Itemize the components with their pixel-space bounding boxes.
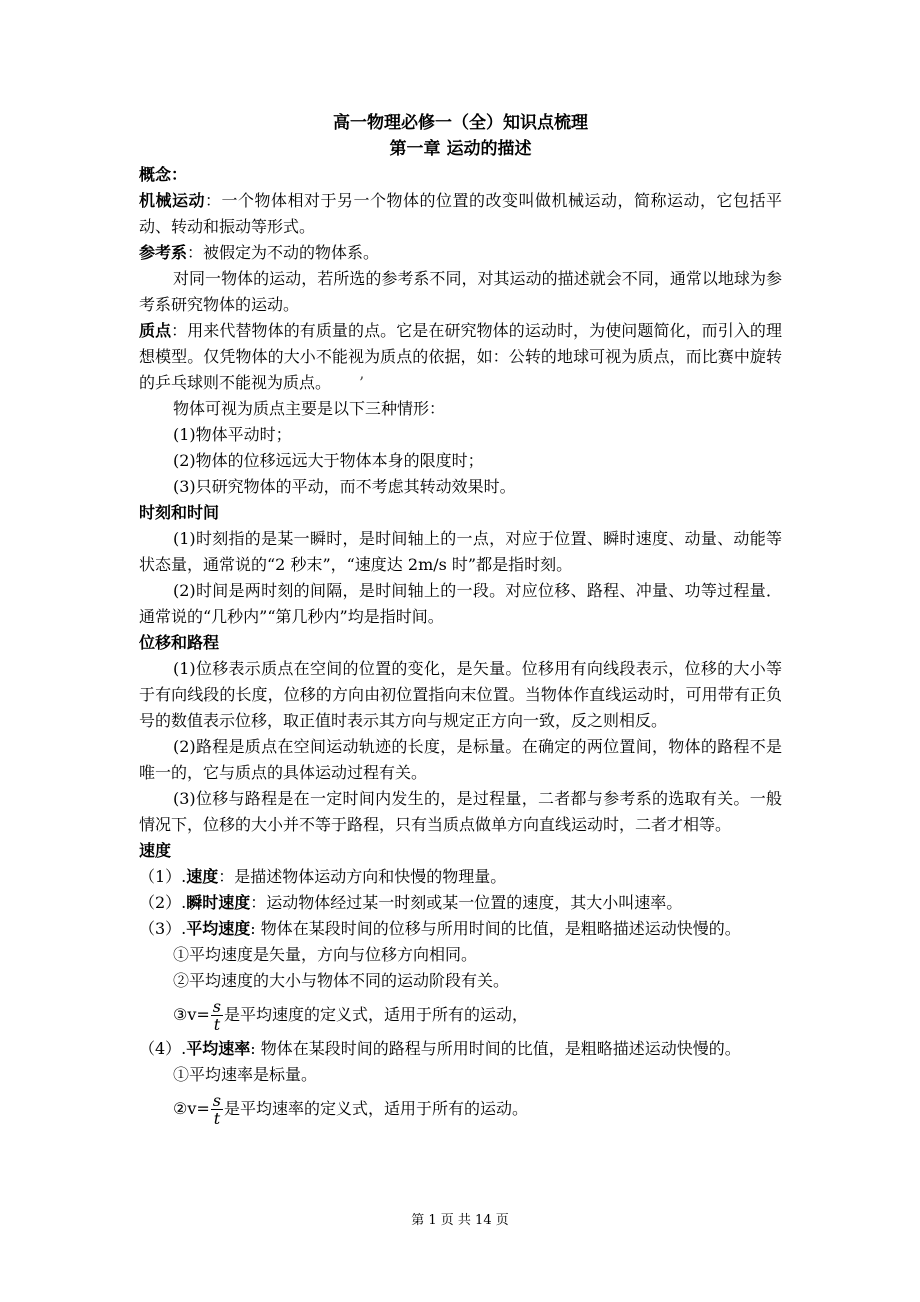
formula-text: 是平均速度的定义式，适用于所有的运动， (224, 1005, 529, 1024)
item-number: （1）. (139, 867, 187, 886)
reference-frame-paragraph (139, 240, 782, 266)
fraction-s-over-t (211, 998, 223, 1033)
particle-paragraph (139, 318, 782, 396)
displacement-paragraph-1: (1)位移表示质点在空间的位置的变化，是矢量。位移用有向线段表示，位移的大小等于有向线段的长度，位移的方向由初位置指向末位置。当物体作直线运动时，可用带有正负号的数值表示位移，取正值时表示其方向与规定正方向一致，反之则相反。 (139, 659, 782, 730)
formula-text: 是平均速率的定义式，适用于所有的运动。 (224, 1099, 529, 1118)
velocity-item-3 (139, 916, 782, 942)
concept-heading: 概念： (139, 165, 188, 184)
velocity-heading: 速度 (139, 841, 172, 860)
displacement-paragraph-3: (3)位移与路程是在一定时间内发生的，是过程量，二者都与参考系的选取有关。一般情况下，位移的大小并不等于路程，只有当质点做单方向直线运动时，二者才相等。 (139, 789, 782, 834)
fraction-denominator: t (213, 1015, 221, 1034)
fraction-s-over-t (211, 1092, 223, 1127)
particle-item: (3)只研究物体的平动，而不考虑其转动效果时。 (173, 477, 516, 496)
particle-term: 质点 (139, 321, 172, 340)
stray-mark: ’ (359, 373, 365, 392)
average-velocity-point: ①平均速度是矢量，方向与位移方向相同。 (173, 945, 478, 964)
average-speed-text: : 物体在某段时间的路程与所用时间的比值，是粗略描述运动快慢的。 (250, 1039, 741, 1058)
mechanical-motion-text: ：一个物体相对于另一个物体的位置的改变叫做机械运动，简称运动，它包括平动、转动和振动等形式。 (139, 191, 782, 236)
velocity-text: ：是描述物体运动方向和快慢的物理量。 (218, 867, 507, 886)
item-number: （3）. (139, 919, 187, 938)
average-velocity-point: ②平均速度的大小与物体不同的运动阶段有关。 (173, 971, 510, 990)
chapter-title: 第一章 运动的描述 (389, 139, 532, 159)
document-title: 高一物理必修一（全）知识点梳理 (333, 113, 588, 133)
formula-prefix: ③v= (173, 1005, 210, 1024)
reference-frame-note: 对同一物体的运动，若所选的参考系不同，对其运动的描述就会不同，通常以地球为参考系研究物体的运动。 (139, 269, 782, 314)
instant-velocity-text: ：运动物体经过某一时刻或某一位置的速度，其大小叫速率。 (250, 893, 683, 912)
mechanical-motion-paragraph (139, 188, 782, 240)
item-number: （2）. (139, 893, 187, 912)
time-heading: 时刻和时间 (139, 503, 220, 522)
displacement-heading: 位移和路程 (139, 633, 220, 652)
fraction-numerator: s (212, 997, 222, 1016)
average-velocity-text: : 物体在某段时间的位移与所用时间的比值，是粗略描述运动快慢的。 (250, 919, 741, 938)
particle-intro: 物体可视为质点主要是以下三种情形： (173, 399, 446, 418)
mechanical-motion-term: 机械运动 (139, 191, 205, 210)
velocity-item-4 (139, 1036, 782, 1062)
velocity-term: 速度 (186, 867, 219, 886)
reference-frame-term: 参考系 (139, 243, 188, 262)
average-velocity-formula (139, 994, 782, 1036)
time-paragraph-1: (1)时刻指的是某一瞬时，是时间轴上的一点，对应于位置、瞬时速度、动量、动能等状态量，通常说的“2 秒末”，“速度达 2m/s 时”都是指时刻。 (139, 529, 782, 574)
formula-prefix: ②v= (173, 1099, 210, 1118)
particle-item: (2)物体的位移远远大于物体本身的限度时； (173, 451, 484, 470)
particle-item: (1)物体平动时； (173, 425, 292, 444)
average-speed-term: 平均速率 (186, 1039, 251, 1058)
reference-frame-text: ：被假定为不动的物体系。 (187, 243, 380, 262)
particle-text: ：用来代替物体的有质量的点。它是在研究物体的运动时，为使问题简化，而引入的理想模型。仅凭物体的大小不能视为质点的依据，如：公转的地球可视为质点，而比赛中旋转的乒乓球则不能视为质点。 (139, 321, 782, 392)
time-paragraph-2: (2)时间是两时刻的间隔，是时间轴上的一段。对应位移、路程、冲量、功等过程量．通常说的“几秒内”“第几秒内”均是指时间。 (139, 581, 782, 626)
average-speed-formula (139, 1088, 782, 1130)
item-number: （4）. (139, 1039, 187, 1058)
page-footer: 第 1 页 共 14 页 (411, 1213, 509, 1228)
average-velocity-term: 平均速度 (186, 919, 251, 938)
velocity-item-2 (139, 890, 782, 916)
fraction-numerator: s (212, 1091, 222, 1110)
average-speed-point: ①平均速率是标量。 (173, 1065, 318, 1084)
velocity-item-1 (139, 864, 782, 890)
displacement-paragraph-2: (2)路程是质点在空间运动轨迹的长度，是标量。在确定的两位置间，物体的路程不是唯一的，它与质点的具体运动过程有关。 (139, 737, 782, 782)
fraction-denominator: t (213, 1109, 221, 1128)
document-page (139, 110, 782, 1130)
instant-velocity-term: 瞬时速度 (186, 893, 251, 912)
